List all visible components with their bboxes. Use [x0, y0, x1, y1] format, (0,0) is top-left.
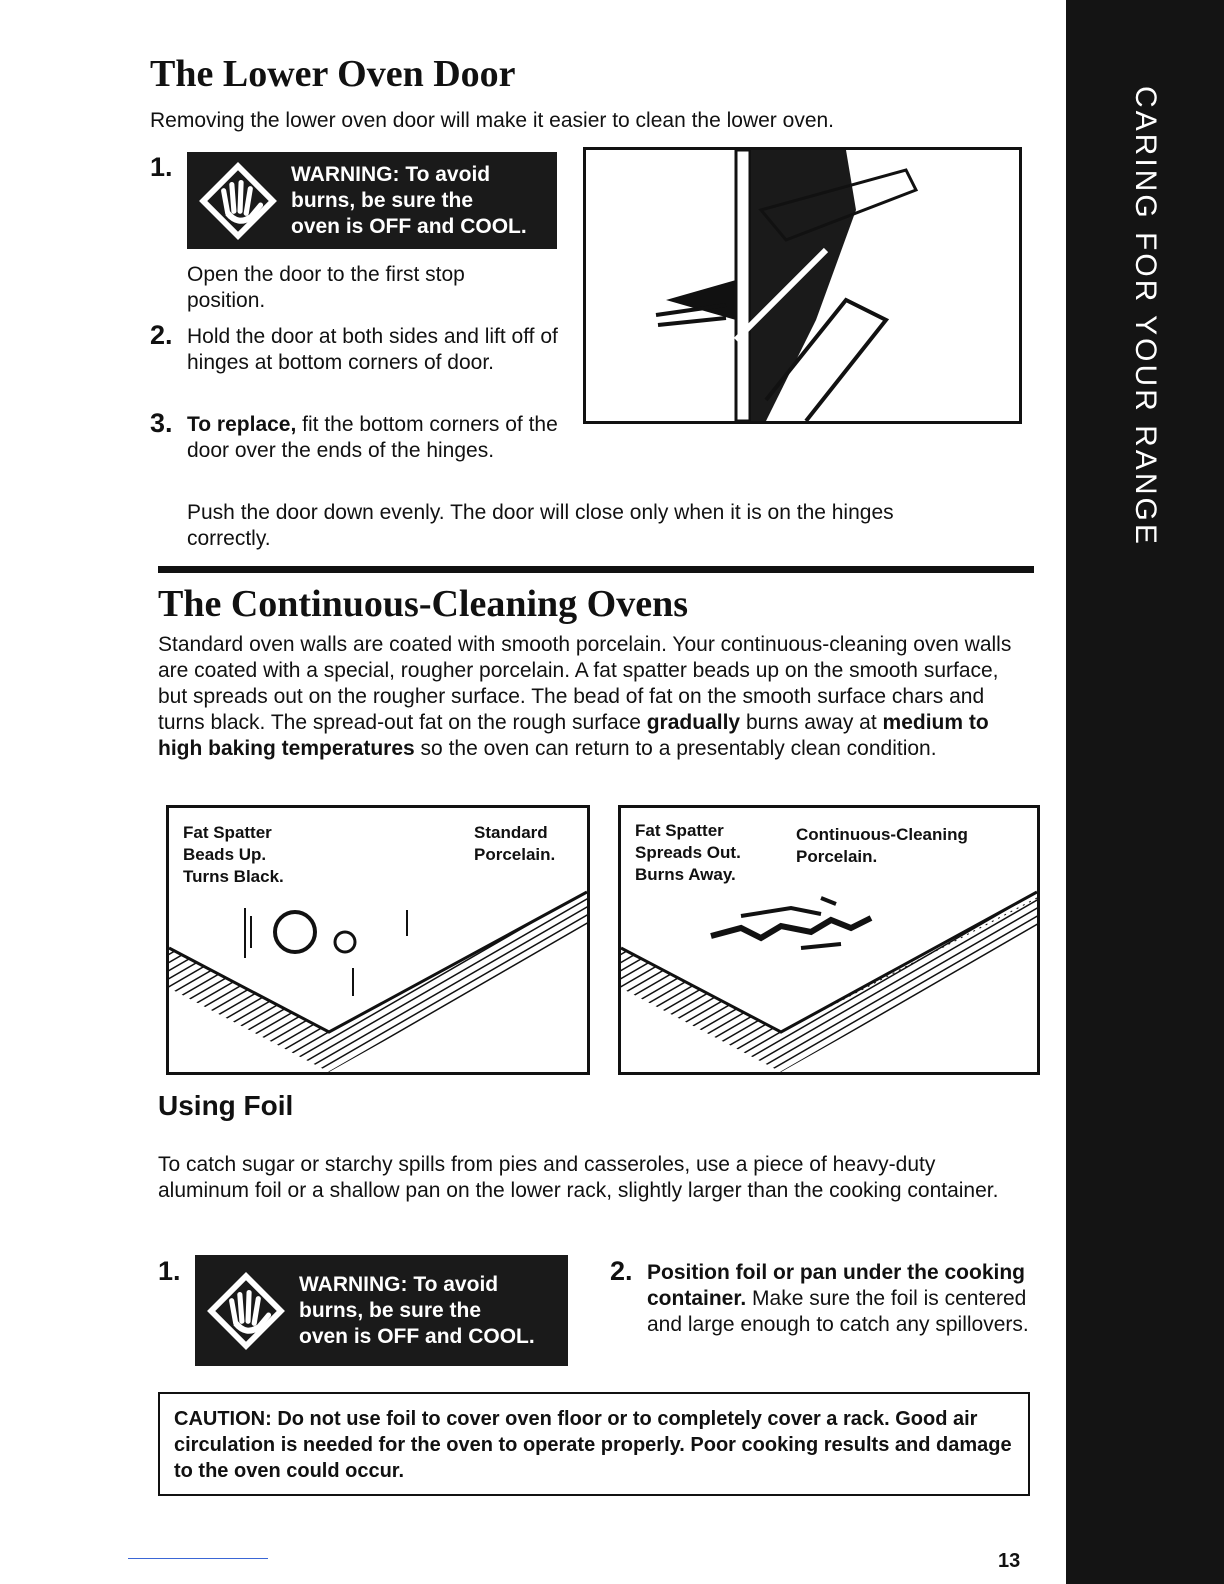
- step-text: Hold the door at both sides and lift off of hinges at bottom corners of door.: [187, 325, 558, 374]
- hand-warning-icon: [197, 160, 279, 242]
- section-title-lower-door: The Lower Oven Door: [150, 53, 516, 95]
- figure-label-line: Fat Spatter: [183, 823, 272, 842]
- step-number: 1.: [150, 152, 173, 182]
- oven-door-drawing: [586, 150, 1019, 421]
- page-number: 13: [998, 1550, 1021, 1572]
- warning-line: oven is OFF and COOL.: [299, 1324, 535, 1348]
- figure-label: [474, 822, 555, 866]
- step-extra-text: Push the door down evenly. The door will close only when it is on the hinges correctly.: [187, 501, 894, 550]
- step-text: [647, 1260, 1032, 1338]
- using-foil-intro: To catch sugar or starchy spills from pies and casseroles, use a piece of heavy-duty aluminum foil or a shallow pan on the lower rack, slightly larger than the cooking container.: [158, 1153, 999, 1202]
- side-tab-label: CARING FOR YOUR RANGE: [1129, 86, 1162, 547]
- continuous-paragraph: [158, 632, 1023, 762]
- para-text: Standard oven walls are coated with smooth porcelain. Your continuous-cleaning oven walls are coated with a special, rougher porcelain. A fat spatter beads up on the smooth surface, but spreads out on the rougher surface. The bead of fat on the smooth surface chars and turns black. The spread-out fat on the rough surface: [158, 633, 1012, 734]
- figure-label-line: Porcelain.: [474, 845, 556, 864]
- warning-line: WARNING: To avoid: [291, 162, 491, 186]
- subsection-title-using-foil: Using Foil: [158, 1090, 294, 1121]
- warning-line: burns, be sure the: [299, 1298, 482, 1322]
- figure-label-line: Porcelain.: [796, 847, 878, 866]
- figure-label: [796, 824, 968, 868]
- para-bold: medium to high baking temperatures: [158, 711, 989, 760]
- warning-box: [195, 1255, 568, 1366]
- step-number: 2.: [150, 320, 173, 350]
- figure-label-line: Fat Spatter: [635, 821, 724, 840]
- para-text: burns away at: [740, 711, 883, 734]
- step-bold: To replace,: [187, 413, 297, 436]
- step-rest: Make sure the foil is centered and large enough to catch any spillovers.: [647, 1287, 1029, 1336]
- door-illustration: [583, 147, 1022, 424]
- figure-label-line: Continuous-Cleaning: [796, 825, 968, 844]
- figure-label-line: Standard: [474, 823, 548, 842]
- para-text: so the oven can return to a presentably clean condition.: [414, 737, 937, 760]
- figure-label-line: Beads Up.: [183, 845, 267, 864]
- continuous-cleaning-figure: [618, 805, 1040, 1075]
- step-number: 3.: [150, 408, 173, 438]
- figure-label: [183, 822, 284, 888]
- warning-line: oven is OFF and COOL.: [291, 214, 527, 238]
- para-bold: gradually: [646, 711, 741, 734]
- warning-box: [187, 152, 557, 249]
- scan-artifact-line: [128, 1558, 268, 1559]
- warning-line: burns, be sure the: [291, 188, 474, 212]
- figure-label-line: Burns Away.: [635, 865, 736, 884]
- figure-label-line: Spreads Out.: [635, 843, 741, 862]
- section-divider: [158, 566, 1034, 573]
- step-text: Open the door to the first stop position.: [187, 263, 465, 312]
- hand-warning-icon: [205, 1270, 287, 1352]
- side-tab: [1066, 0, 1224, 1584]
- warning-line: WARNING: To avoid: [299, 1272, 499, 1296]
- step-number: 1.: [158, 1256, 181, 1286]
- section-title-continuous: The Continuous-Cleaning Ovens: [158, 583, 689, 625]
- caution-text: CAUTION: Do not use foil to cover oven floor or to completely cover a rack. Good air circulation is needed for the oven to operate properly. Poor cooking results and damage to the oven could occur.: [174, 1408, 1012, 1482]
- step-rest: fit the bottom corners of the door over the ends of the hinges.: [187, 413, 558, 462]
- step-number: 2.: [610, 1256, 633, 1286]
- figure-label-line: Turns Black.: [183, 867, 284, 886]
- figure-label: [635, 820, 741, 886]
- lower-door-intro: Removing the lower oven door will make it easier to clean the lower oven.: [150, 109, 835, 132]
- step-bold: Position foil or pan under the cooking container.: [647, 1261, 1025, 1310]
- standard-porcelain-figure: [166, 805, 590, 1075]
- caution-box: [158, 1392, 1030, 1496]
- step-text: [187, 412, 567, 464]
